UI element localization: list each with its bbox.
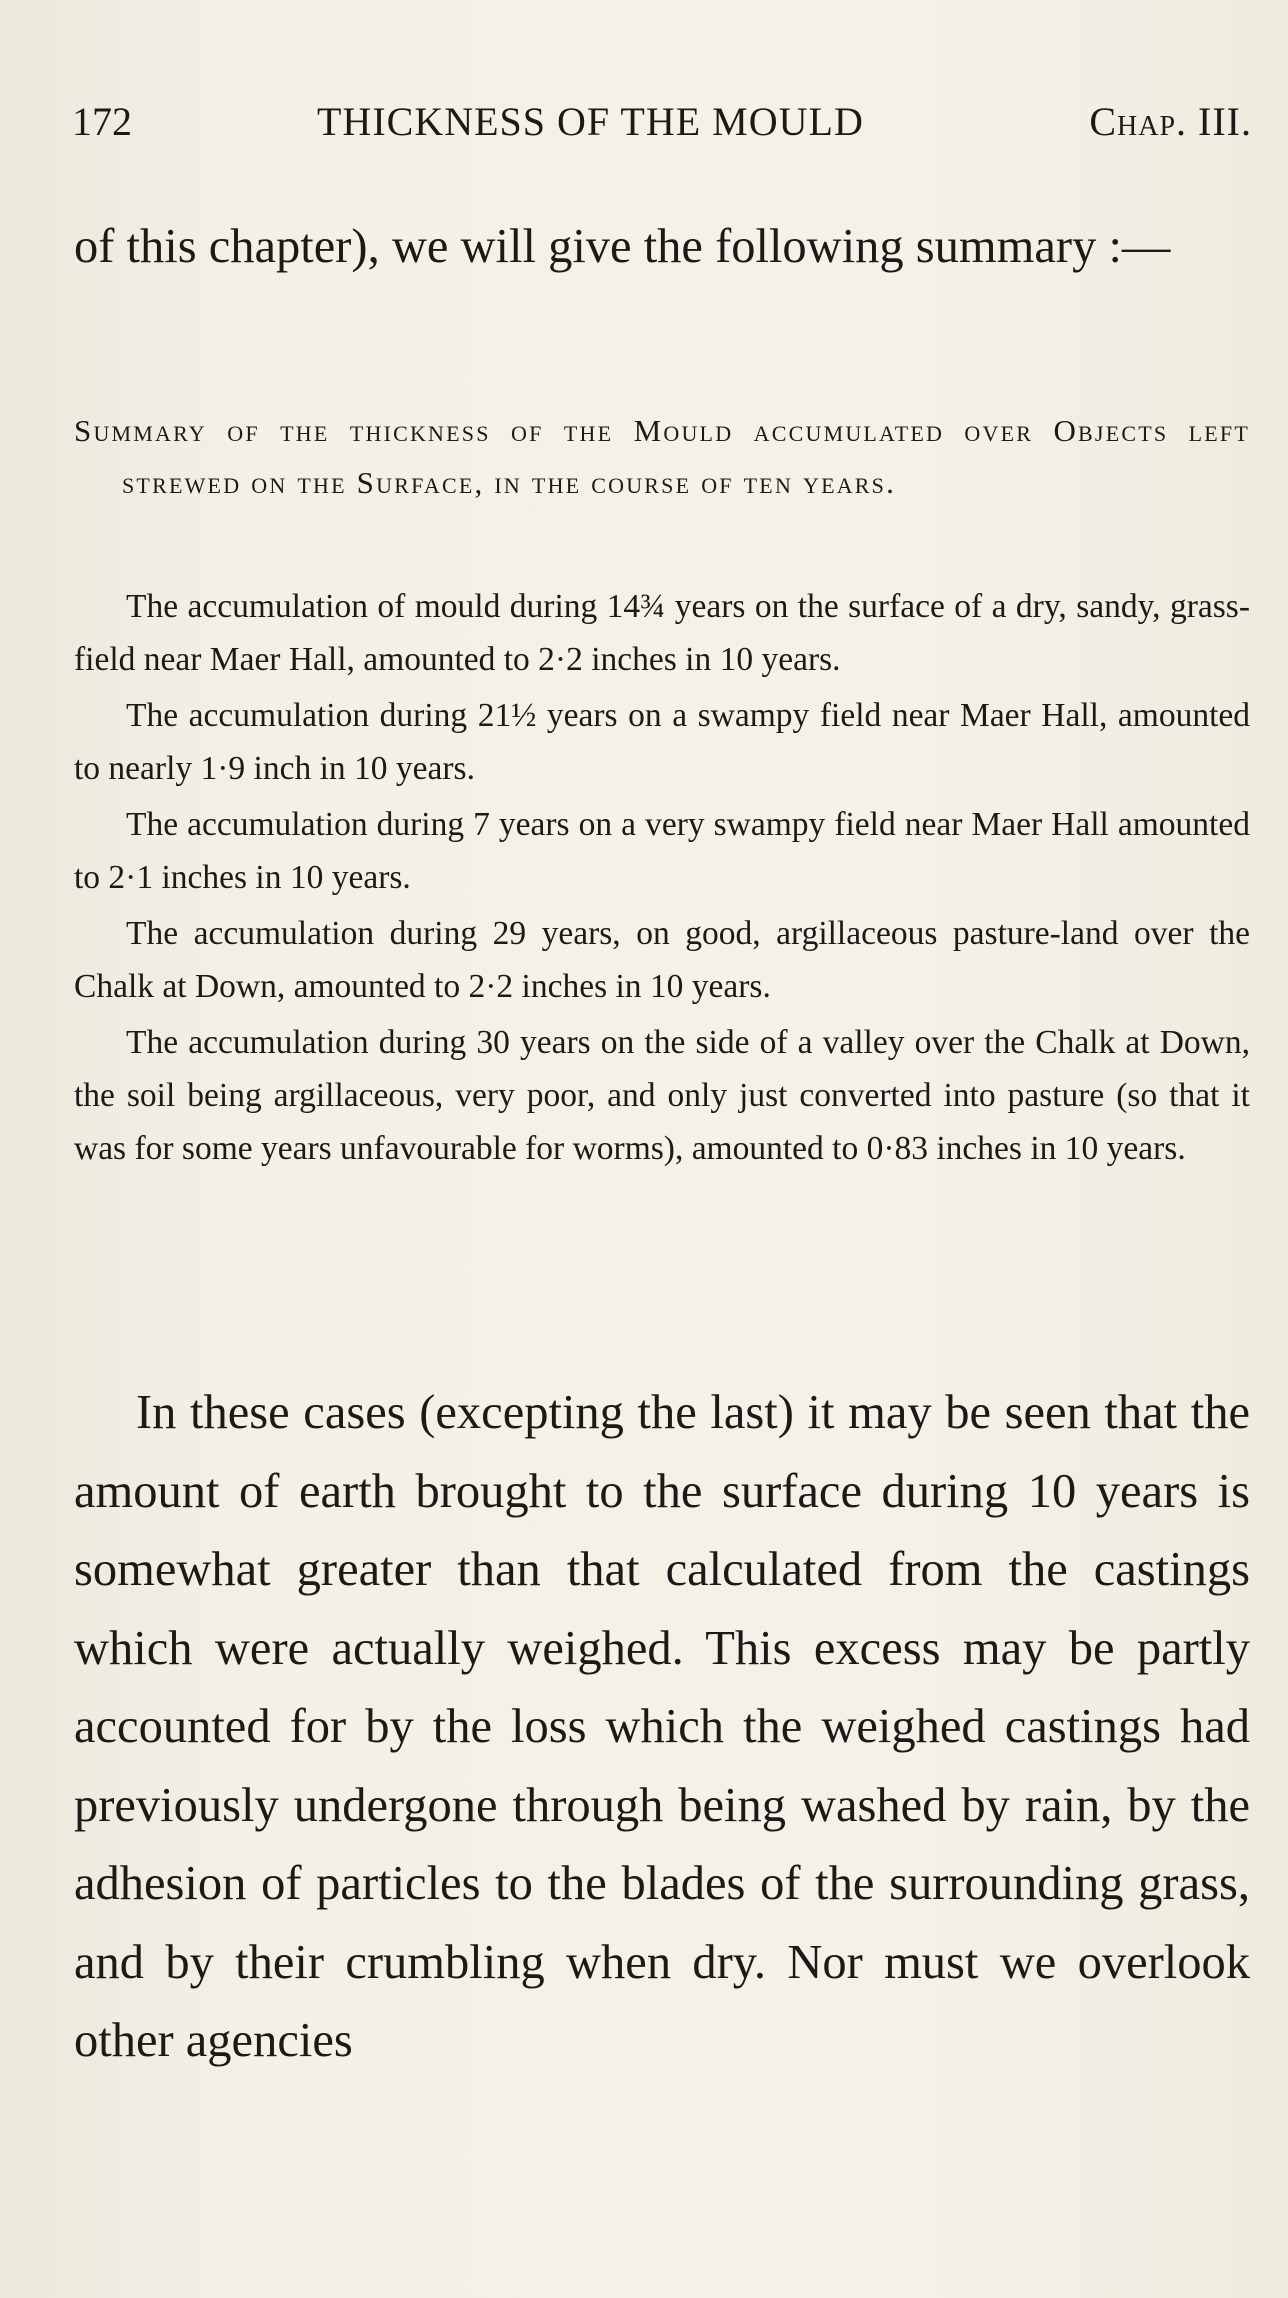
summary-entry: The accumulation during 21½ years on a swampy field near Maer Hall, amounted to nearly 1·9 inch in 10 years.	[74, 697, 1250, 787]
summary-entry: The accumulation during 29 years, on good, argillaceous pasture-land over the Chalk at Down, amounted to 2·2 inches in 10 years.	[74, 915, 1250, 1005]
lead-paragraph: of this chapter), we will give the following summary :—	[74, 220, 1171, 273]
running-title: THICKNESS OF THE MOULD	[317, 99, 864, 144]
page-number: 172	[72, 99, 132, 144]
chapter-label: Chap. III.	[1089, 99, 1252, 144]
summary-entry: The accumulation during 30 years on the side of a valley over the Chalk at Down, the soil being argillaceous, very poor, and only just converted into pasture (so that it was for some years unfavourable for worms), amounted to 0·83 inches in 10 years.	[74, 1024, 1250, 1167]
running-head	[72, 92, 1252, 152]
body-paragraph: In these cases (excepting the last) it may be seen that the amount of earth brought to the surface during 10 years is somewhat greater than that calculated from the castings which were actually weighed. This excess may be partly accounted for by the loss which the weighed castings had previously undergone through being washed by rain, by the adhesion of particles to the blades of the surrounding grass, and by their crumbling when dry. Nor must we overlook other agencies	[74, 1386, 1250, 2067]
summary-entry: The accumulation of mould during 14¾ years on the surface of a dry, sandy, grass-field near Maer Hall, amounted to 2·2 inches in 10 years.	[74, 588, 1250, 678]
summary-entries	[74, 580, 1250, 1178]
summary-entry: The accumulation during 7 years on a very swampy field near Maer Hall amounted to 2·1 inches in 10 years.	[74, 806, 1250, 896]
summary-heading: Summary of the thickness of the Mould accumulated over Objects left strewed on the Surface, in the course of ten years.	[74, 413, 1250, 500]
